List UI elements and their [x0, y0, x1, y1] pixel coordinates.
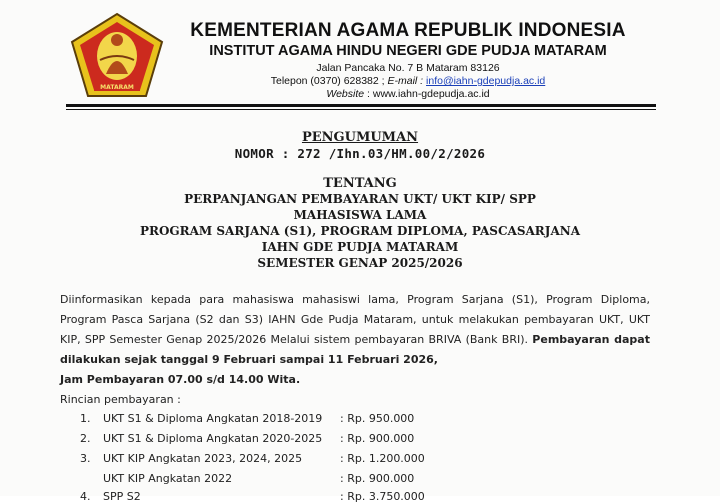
list-number: 2. — [80, 432, 91, 445]
email-link[interactable]: info@iahn-gdepudja.ac.id — [426, 75, 546, 87]
institute-name: INSTITUT AGAMA HINDU NEGERI GDE PUDJA MATARAM — [209, 43, 607, 59]
payment-item: UKT KIP Angkatan 2022 — [103, 472, 233, 485]
payment-details-label: Rincian pembayaran : — [60, 393, 181, 406]
letterhead — [168, 20, 648, 101]
payment-hours: Jam Pembayaran 07.00 s/d 14.00 Wita. — [60, 373, 301, 386]
payment-item: UKT S1 & Diploma Angkatan 2018-2019 — [103, 412, 323, 425]
subject-line: PROGRAM SARJANA (S1), PROGRAM DIPLOMA, PASCASARJANA — [139, 224, 581, 238]
website[interactable]: : www.iahn-gdepudja.ac.id — [364, 88, 490, 100]
list-number: 3. — [80, 452, 91, 465]
payment-amount: : Rp. 900.000 — [340, 472, 415, 485]
subject-line: SEMESTER GENAP 2025/2026 — [257, 256, 463, 270]
institute-logo — [70, 12, 164, 98]
ministry-name: KEMENTERIAN AGAMA REPUBLIK INDONESIA — [190, 20, 626, 41]
header-divider-thick — [66, 104, 656, 107]
list-number: 4. — [80, 490, 91, 503]
payment-amount: : Rp. 900.000 — [340, 432, 415, 445]
body-line: Diinformasikan kepada para mahasiswa mahasiswi lama, Program Sarjana (S1), Program Diploma, — [60, 293, 650, 306]
address: Jalan Pancaka No. 7 B Mataram 83126 — [316, 62, 500, 74]
body-text: KIP, SPP Semester Genap 2025/2026 Melalui sistem pembayaran BRIVA (Bank BRI). — [60, 333, 533, 346]
body-text-bold: Pembayaran dapat — [532, 333, 650, 346]
payment-item: UKT KIP Angkatan 2023, 2024, 2025 — [103, 452, 303, 465]
payment-amount: : Rp. 950.000 — [340, 412, 415, 425]
subject-heading: TENTANG — [323, 176, 397, 191]
website-line — [168, 88, 648, 101]
svg-text:MATARAM: MATARAM — [100, 84, 134, 91]
subject-line: PERPANJANGAN PEMBAYARAN UKT/ UKT KIP/ SPP — [184, 192, 536, 206]
header-divider-thin — [66, 109, 656, 110]
payment-amount: : Rp. 1.200.000 — [340, 452, 425, 465]
announcement-number: NOMOR : 272 /Ihn.03/HM.00/2/2026 — [234, 146, 486, 161]
subject-line: IAHN GDE PUDJA MATARAM — [261, 240, 459, 254]
payment-item: UKT S1 & Diploma Angkatan 2020-2025 — [103, 432, 323, 445]
payment-amount: : Rp. 3.750.000 — [340, 490, 425, 503]
list-number: 1. — [80, 412, 91, 425]
email-label: E-mail : — [387, 75, 427, 87]
website-label: Website — [326, 88, 365, 100]
phone: Telepon (0370) 628382 ; — [270, 75, 388, 87]
contact-line — [168, 75, 648, 88]
payment-period: dilakukan sejak tanggal 9 Februari sampai 11 Februari 2026, — [60, 353, 438, 366]
body-line: Program Pasca Sarjana (S2 dan S3) IAHN Gde Pudja Mataram, untuk melakukan pembayaran UKT, UKT — [60, 313, 650, 326]
announcement-title: PENGUMUMAN — [301, 130, 419, 145]
payment-item: SPP S2 — [103, 490, 141, 503]
subject-line: MAHASISWA LAMA — [293, 208, 427, 222]
body-line — [60, 333, 650, 346]
